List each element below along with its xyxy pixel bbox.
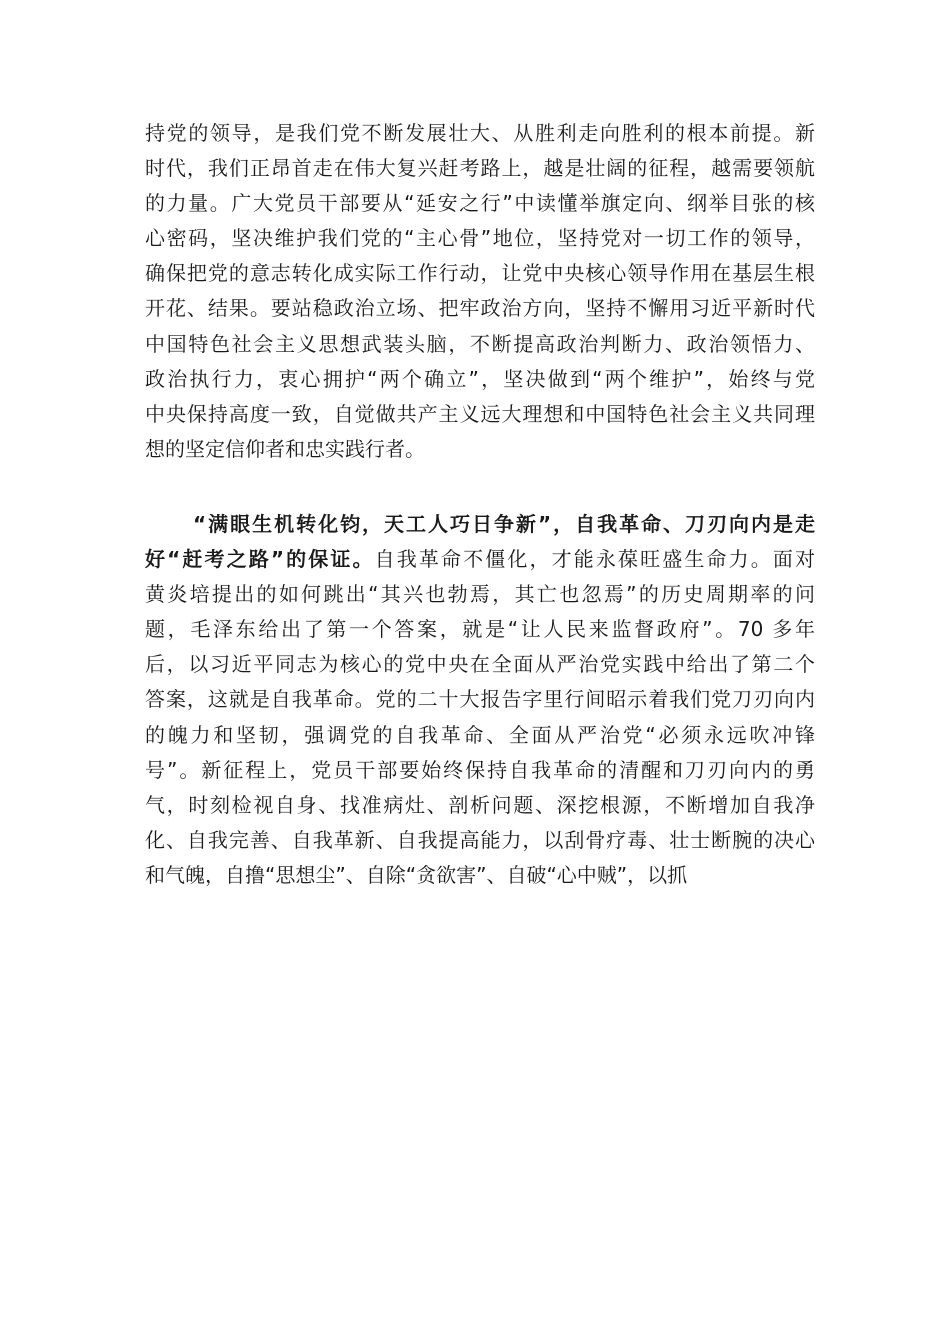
text-line: 时代，我们正昂首走在伟大复兴赶考路上，越是壮阔的征程，越需要领航 bbox=[145, 156, 815, 181]
bold-heading-lead: “满眼生机转化钧，天工人巧日争新”，自我革命、刀刃向内是走 bbox=[193, 512, 815, 536]
text-line: 气，时刻检视自身、找准病灶、剖析问题、深挖根源，不断增加自我净 bbox=[145, 792, 815, 817]
text-line: 号”。新征程上，党员干部要始终保持自我革命的清醒和刀刃向内的勇 bbox=[145, 757, 815, 782]
text-line: 持党的领导，是我们党不断发展壮大、从胜利走向胜利的根本前提。新 bbox=[145, 121, 815, 145]
text-line: 中央保持高度一致，自觉做共产主义远大理想和中国特色社会主义共同理 bbox=[145, 401, 815, 426]
text-line bbox=[145, 542, 815, 577]
text-line: 的魄力和坚韧，强调党的自我革命、全面从严治党“必须永远吹冲锋 bbox=[145, 722, 815, 747]
text-line: 政治执行力，衷心拥护“两个确立”，坚决做到“两个维护”，始终与党 bbox=[145, 366, 815, 391]
paragraph-party-leadership bbox=[145, 116, 815, 467]
text-run: 自我革命不僵化，才能永葆旺盛生命力。面对 bbox=[374, 547, 816, 572]
text-line: 黄炎培提出的如何跳出“其兴也勃焉，其亡也忽焉”的历史周期率的问 bbox=[145, 582, 815, 607]
text-line: 想的坚定信仰者和忠实践行者。 bbox=[145, 436, 425, 461]
text-line: 中国特色社会主义思想武装头脑，不断提高政治判断力、政治领悟力、 bbox=[145, 331, 815, 356]
text-line: 和气魄，自撸“思想尘”、自除“贪欲害”、自破“心中贼”，以抓 bbox=[145, 862, 688, 887]
paragraph-self-revolution bbox=[145, 507, 815, 893]
text-line-lead bbox=[145, 507, 815, 542]
bold-heading-tail: 好“赶考之路”的保证。 bbox=[145, 547, 375, 572]
text-line: 后，以习近平同志为核心的党中央在全面从严治党实践中给出了第二个 bbox=[145, 652, 815, 677]
text-line: 的力量。广大党员干部要从“延安之行”中读懂举旗定向、纲举目张的核 bbox=[145, 191, 815, 216]
text-line: 开花、结果。要站稳政治立场、把牢政治方向，坚持不懈用习近平新时代 bbox=[145, 296, 815, 321]
text-line: 确保把党的意志转化成实际工作行动，让党中央核心领导作用在基层生根 bbox=[145, 261, 815, 286]
text-line: 题，毛泽东给出了第一个答案，就是“让人民来监督政府”。70 多年 bbox=[145, 617, 815, 642]
text-line: 答案，这就是自我革命。党的二十大报告字里行间昭示着我们党刀刃向内 bbox=[145, 687, 815, 712]
text-line: 化、自我完善、自我革新、自我提高能力，以刮骨疗毒、壮士断腕的决心 bbox=[145, 827, 815, 852]
text-line: 心密码，坚决维护我们党的“主心骨”地位，坚持党对一切工作的领导， bbox=[145, 226, 815, 251]
